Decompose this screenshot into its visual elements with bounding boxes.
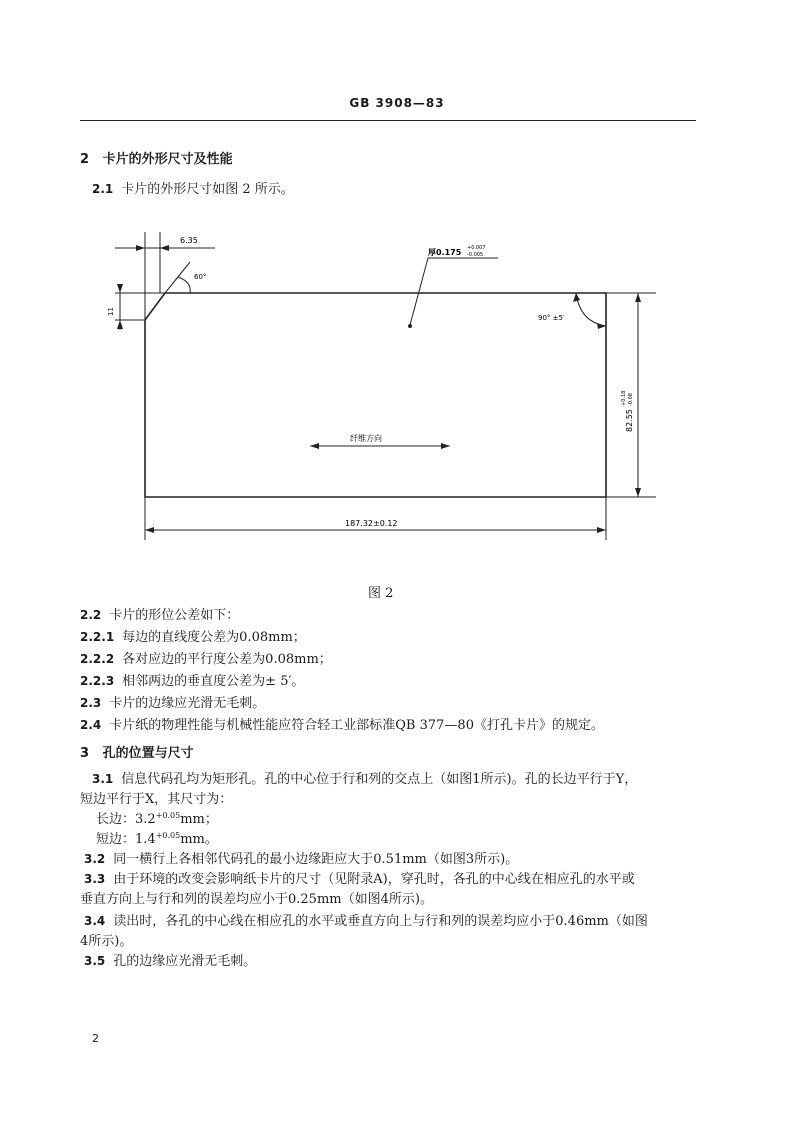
clause-number: 2.4	[80, 718, 102, 732]
clause-text: 信息代码孔均为矩形孔。孔的中心位于行和列的交点上（如图1所示)。孔的长边平行于Y，	[121, 772, 638, 787]
short-side-label: 短边：1.4	[96, 832, 156, 847]
clause-number: 2.1	[92, 182, 114, 196]
width-dim: 187.32±0.12	[345, 519, 398, 528]
section-3-heading	[80, 742, 194, 761]
clause-2-2-2	[80, 648, 332, 667]
thickness-tol-up: +0.007	[467, 245, 486, 251]
height-dim: 82.55	[625, 409, 634, 432]
page-number: 2	[92, 1032, 99, 1045]
section-number: 3	[80, 746, 90, 761]
angle-90: 90° ±5′	[538, 314, 565, 322]
section-number: 2	[80, 152, 90, 167]
short-side-tolerance: +0.05	[155, 831, 181, 840]
long-side-label: 长边：3.2	[96, 812, 156, 827]
clause-2-2-3	[80, 670, 304, 689]
angle-60: 60°	[194, 273, 207, 281]
figure-caption: 图 2	[368, 586, 394, 601]
clause-text: 由于环境的改变会影响纸卡片的尺寸（见附录A)，穿孔时，各孔的中心线在相应孔的水平或	[113, 872, 635, 887]
clause-text: 卡片的形位公差如下：	[109, 608, 240, 623]
clause-text: 孔的边缘应光滑无毛刺。	[113, 954, 257, 969]
section-title: 卡片的外形尺寸及性能	[102, 152, 233, 167]
clause-2-3	[80, 692, 265, 711]
clause-number: 3.5	[84, 954, 106, 968]
header-rule	[80, 120, 696, 121]
clause-number: 3.3	[84, 872, 106, 886]
section-2-heading	[80, 148, 233, 167]
clause-number: 2.2.1	[80, 630, 115, 644]
clause-text: 各对应边的平行度公差为0.08mm；	[122, 652, 332, 667]
clause-text: 卡片的外形尺寸如图 2 所示。	[121, 182, 294, 197]
dim-11: 11	[107, 307, 115, 316]
clause-3-4-line-2: 4所示)。	[80, 934, 133, 949]
clause-text: 每边的直线度公差为0.08mm；	[122, 630, 306, 645]
clause-number: 2.2.2	[80, 652, 115, 666]
clause-number: 2.2.3	[80, 674, 115, 688]
clause-number: 3.1	[92, 772, 114, 786]
card-dimension-drawing	[0, 225, 794, 545]
thickness-label: 厚0.175	[428, 248, 462, 257]
height-dim-label	[621, 391, 634, 432]
clause-number: 3.2	[84, 852, 106, 866]
clause-2-4	[80, 714, 604, 733]
clause-2-2	[80, 604, 239, 623]
long-side-spec	[96, 808, 218, 827]
fiber-direction: 纤维方向	[350, 434, 382, 443]
clause-2-1	[92, 178, 294, 197]
dim-6-35: 6.35	[180, 236, 198, 245]
height-tol-down: -0.08	[628, 393, 634, 406]
clause-3-3-line-2: 垂直方向上与行和列的误差均应小于0.25mm（如图4所示)。	[80, 892, 433, 907]
clause-text: 卡片纸的物理性能与机械性能应符合轻工业部标准QB 377—80《打孔卡片》的规定。	[109, 718, 604, 733]
clause-3-1-line-1	[92, 768, 637, 787]
clause-text: 卡片的边缘应光滑无毛刺。	[109, 696, 266, 711]
short-side-unit: mm。	[180, 832, 218, 847]
thickness-tol-down: -0.005	[467, 252, 484, 258]
clause-3-5	[84, 950, 256, 969]
clause-3-3-line-1	[84, 868, 635, 887]
card-outline	[145, 293, 606, 497]
clause-3-1-line-2: 短边平行于X，其尺寸为：	[80, 792, 233, 807]
clause-number: 2.3	[80, 696, 102, 710]
long-side-unit: mm；	[180, 812, 218, 827]
clause-2-2-1	[80, 626, 306, 645]
clause-text: 读出时，各孔的中心线在相应孔的水平或垂直方向上与行和列的误差均应小于0.46mm（如图	[113, 914, 648, 929]
clause-number: 3.4	[84, 914, 106, 928]
document-code: GB 3908—83	[349, 96, 445, 110]
clause-3-2	[84, 848, 518, 867]
clause-text: 相邻两边的垂直度公差为± 5′。	[122, 674, 305, 689]
clause-text: 同一横行上各相邻代码孔的最小边缘距应大于0.51mm（如图3所示)。	[113, 852, 519, 867]
long-side-tolerance: +0.05	[155, 811, 181, 820]
height-tol-up: +0.18	[621, 390, 627, 406]
short-side-spec	[96, 828, 218, 847]
clause-3-4-line-1	[84, 910, 648, 929]
section-title: 孔的位置与尺寸	[102, 746, 194, 761]
clause-number: 2.2	[80, 608, 102, 622]
